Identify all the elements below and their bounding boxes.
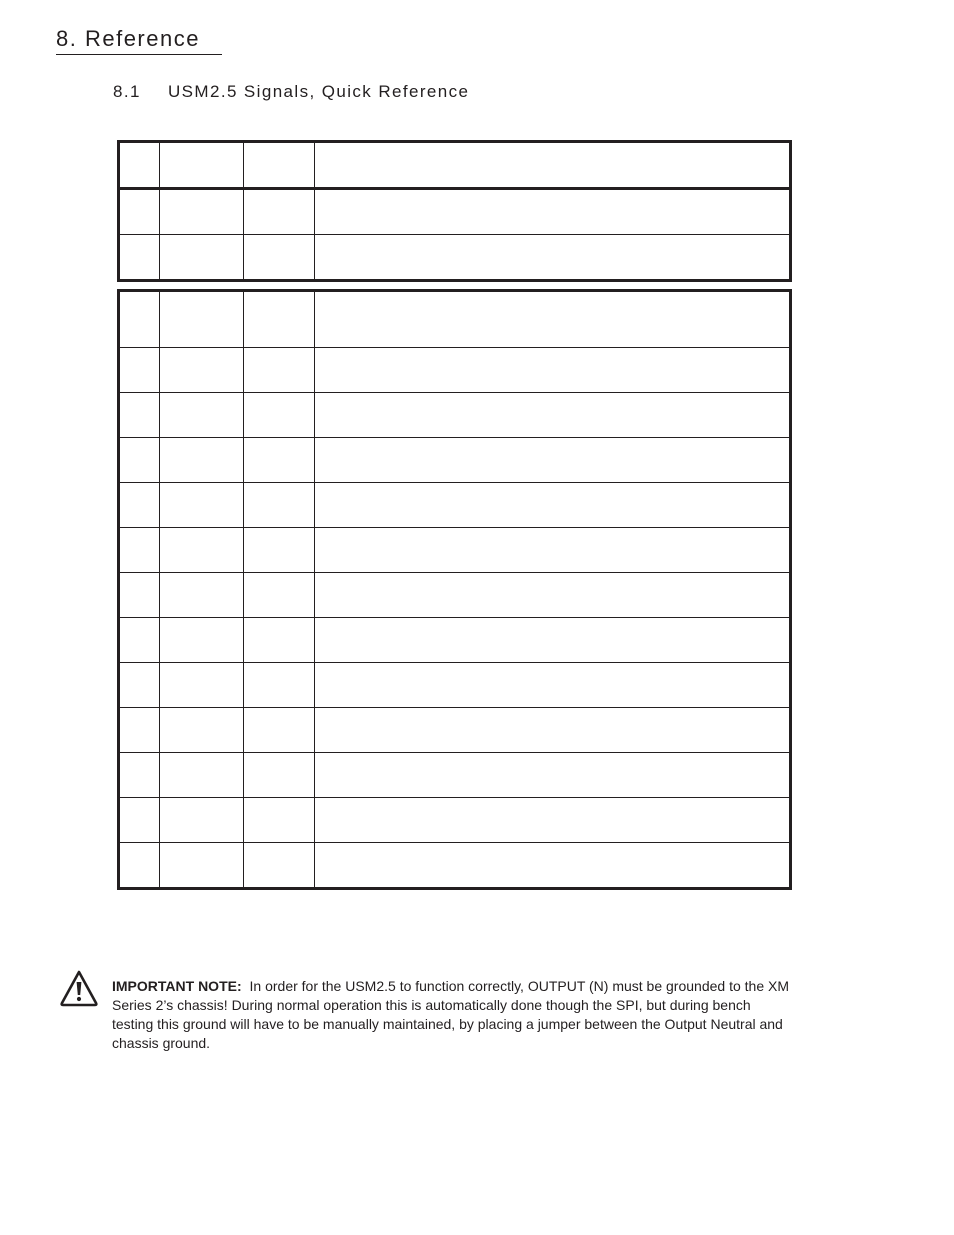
table-cell [119,618,160,663]
table-cell [119,708,160,753]
table-cell [315,189,791,235]
table-cell [244,708,315,753]
table-cell [244,142,315,189]
signals-table-bottom [117,289,792,890]
table-cell [160,291,244,348]
table-cell [244,348,315,393]
table-cell [160,235,244,281]
table-cell [315,348,791,393]
table-row [119,843,791,889]
table-row [119,708,791,753]
table-row [119,291,791,348]
table-cell [160,142,244,189]
table-cell [160,798,244,843]
table-cell [315,843,791,889]
table-cell [315,708,791,753]
table-cell [244,438,315,483]
table-cell [160,753,244,798]
note-text [112,977,792,1053]
table-cell [160,663,244,708]
table-cell [160,618,244,663]
table-cell [119,798,160,843]
table-cell [244,753,315,798]
table-cell [160,528,244,573]
table-cell [244,528,315,573]
table-row [119,189,791,235]
table-cell [119,189,160,235]
table-cell [119,235,160,281]
table-cell [244,235,315,281]
table-row [119,235,791,281]
subsection-title [113,81,469,103]
table-cell [315,573,791,618]
table-cell [315,528,791,573]
table-cell [119,843,160,889]
table-cell [244,189,315,235]
table-cell [119,438,160,483]
table-cell [160,573,244,618]
table-row [119,438,791,483]
table-cell [315,291,791,348]
table-cell [244,798,315,843]
table-cell [119,348,160,393]
section-title-underline [56,54,222,55]
table-row [119,393,791,438]
table-cell [119,663,160,708]
table-cell [119,528,160,573]
table-cell [315,753,791,798]
table-cell [160,708,244,753]
table-cell [119,573,160,618]
table-cell [315,483,791,528]
table-cell [160,483,244,528]
subsection-number: 8.1 [113,82,141,101]
table-cell [244,618,315,663]
note-label: IMPORTANT NOTE: [112,978,242,994]
table-header-row [119,142,791,189]
table-cell [315,142,791,189]
subsection-title-text: USM2.5 Signals, Quick Reference [168,82,470,101]
table-cell [315,438,791,483]
table-cell [315,798,791,843]
table-cell [119,393,160,438]
table-cell [160,843,244,889]
table-row [119,483,791,528]
table-cell [244,663,315,708]
table-cell [244,393,315,438]
table-cell [315,235,791,281]
signals-table-top [117,140,792,282]
table-cell [119,753,160,798]
table-row [119,663,791,708]
table-cell [315,618,791,663]
table-cell [315,393,791,438]
warning-triangle-icon [58,968,100,1008]
table-cell [119,291,160,348]
table-row [119,348,791,393]
table-cell [160,348,244,393]
table-cell [315,663,791,708]
table-cell [244,483,315,528]
table-cell [244,291,315,348]
table-cell [244,573,315,618]
table-row [119,798,791,843]
table-cell [160,393,244,438]
table-cell [119,483,160,528]
table-cell [160,189,244,235]
section-title: 8. Reference [56,26,200,51]
table-cell [160,438,244,483]
table-row [119,753,791,798]
table-cell [119,142,160,189]
table-row [119,618,791,663]
table-row [119,528,791,573]
table-row [119,573,791,618]
note-body: In order for the USM2.5 to function correctly, OUTPUT (N) must be grounded to the XM Series 2’s chassis! During normal operation this is automatically done though the SPI, but during bench testing this ground will have to be manually maintained, by placing a jumper between the Output Neutral and chassis ground. [112,978,789,1051]
table-cell [244,843,315,889]
